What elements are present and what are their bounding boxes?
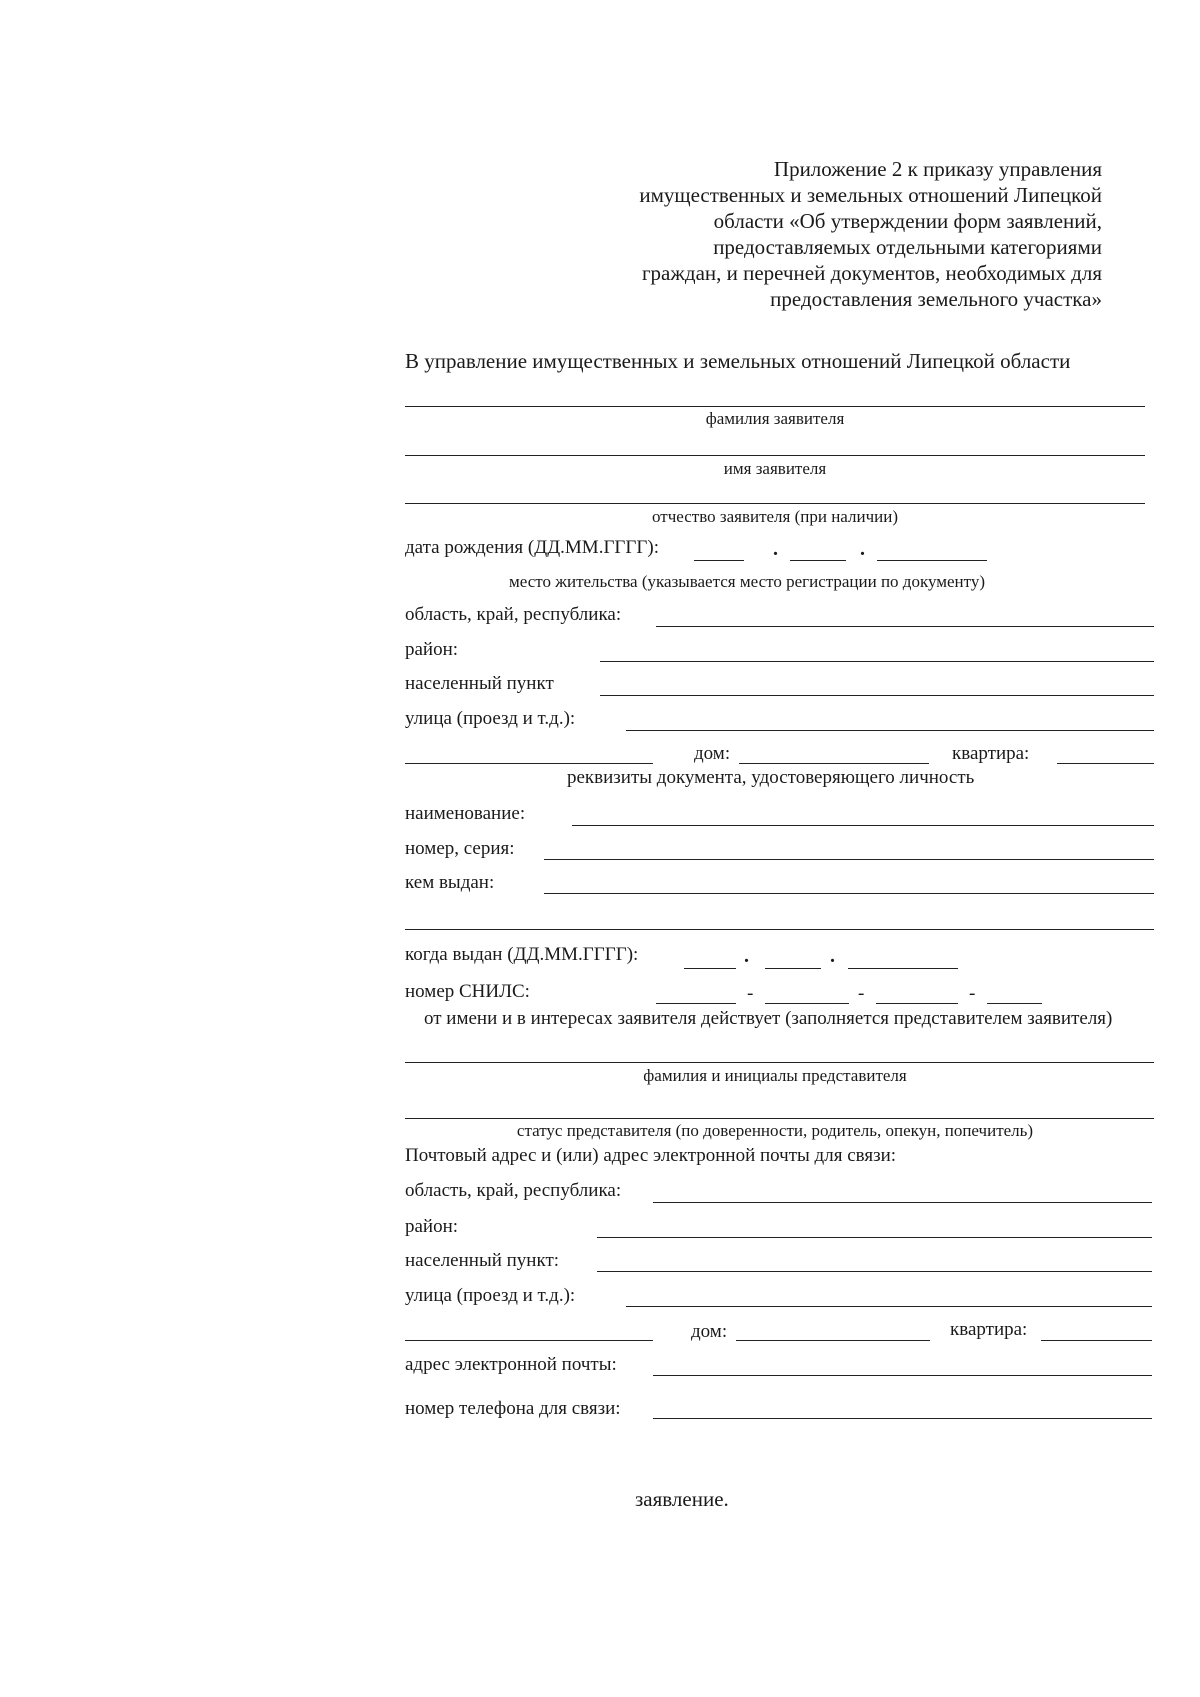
birth-day-field[interactable] bbox=[694, 560, 744, 561]
email-label: адрес электронной почты: bbox=[405, 1354, 617, 1375]
birth-month-field[interactable] bbox=[790, 560, 846, 561]
name-field[interactable] bbox=[405, 455, 1145, 456]
residence-district-label: район: bbox=[405, 639, 459, 660]
snils-separator: - bbox=[858, 983, 865, 1004]
identity-doc-heading: реквизиты документа, удостоверяющего личность bbox=[567, 767, 975, 788]
representative-status-field[interactable] bbox=[405, 1118, 1154, 1119]
appendix-line: граждан, и перечней документов, необходимых для bbox=[641, 261, 1102, 285]
residence-heading: место жительства (указывается место регистрации по документу) bbox=[509, 572, 986, 591]
appendix-line: Приложение 2 к приказу управления bbox=[773, 157, 1102, 181]
surname-caption: фамилия заявителя bbox=[705, 409, 845, 428]
snils-label: номер СНИЛС: bbox=[405, 981, 530, 1002]
birth-date-label: дата рождения (ДД.ММ.ГГГГ): bbox=[405, 537, 659, 558]
email-field[interactable] bbox=[653, 1375, 1152, 1376]
id-doc-name-label: наименование: bbox=[405, 803, 526, 824]
contact-region-label: область, край, республика: bbox=[405, 1180, 622, 1201]
representative-status-caption: статус представителя (по доверенности, родитель, опекун, попечитель) bbox=[516, 1121, 1034, 1140]
contact-region-field[interactable] bbox=[653, 1202, 1152, 1203]
appendix-line: области «Об утверждении форм заявлений, bbox=[713, 209, 1102, 233]
date-separator: . bbox=[773, 538, 778, 560]
id-doc-issued-by-label: кем выдан: bbox=[405, 872, 495, 893]
snils-part-3-field[interactable] bbox=[876, 1003, 958, 1004]
representative-name-caption: фамилия и инициалы представителя bbox=[643, 1066, 907, 1085]
residence-street-field[interactable] bbox=[626, 730, 1154, 731]
id-doc-number-label: номер, серия: bbox=[405, 838, 515, 859]
representative-heading: от имени и в интересах заявителя действует (заполняется представителем заявителя) bbox=[424, 1008, 1113, 1029]
issue-year-field[interactable] bbox=[848, 968, 958, 969]
appendix-line: предоставляемых отдельными категориями bbox=[713, 235, 1102, 259]
residence-street-label: улица (проезд и т.д.): bbox=[405, 708, 576, 729]
residence-street-extra-field[interactable] bbox=[405, 763, 653, 764]
name-caption: имя заявителя bbox=[723, 459, 827, 478]
residence-apartment-label: квартира: bbox=[952, 743, 1030, 764]
id-doc-issued-by-field[interactable] bbox=[544, 893, 1154, 894]
issue-day-field[interactable] bbox=[684, 968, 736, 969]
appendix-line: имущественных и земельных отношений Липецкой bbox=[639, 183, 1102, 207]
id-doc-number-field[interactable] bbox=[544, 859, 1154, 860]
contact-street-field[interactable] bbox=[626, 1306, 1152, 1307]
phone-label: номер телефона для связи: bbox=[405, 1398, 621, 1419]
contact-house-field[interactable] bbox=[736, 1340, 930, 1341]
contact-locality-field[interactable] bbox=[597, 1271, 1152, 1272]
id-doc-issued-by-field-2[interactable] bbox=[405, 929, 1154, 930]
snils-part-2-field[interactable] bbox=[765, 1003, 849, 1004]
statement-title: заявление. bbox=[635, 1487, 729, 1511]
snils-separator: - bbox=[969, 983, 976, 1004]
appendix-header bbox=[639, 156, 1102, 312]
contact-heading: Почтовый адрес и (или) адрес электронной почты для связи: bbox=[405, 1145, 897, 1166]
contact-district-field[interactable] bbox=[597, 1237, 1152, 1238]
addressee: В управление имущественных и земельных отношений Липецкой области bbox=[405, 349, 1071, 373]
residence-district-field[interactable] bbox=[600, 661, 1154, 662]
phone-field[interactable] bbox=[653, 1418, 1152, 1419]
patronymic-field[interactable] bbox=[405, 503, 1145, 504]
contact-district-label: район: bbox=[405, 1216, 459, 1237]
contact-house-label: дом: bbox=[691, 1321, 728, 1342]
residence-house-field[interactable] bbox=[739, 763, 929, 764]
residence-region-label: область, край, республика: bbox=[405, 604, 622, 625]
date-separator: . bbox=[744, 945, 749, 967]
contact-apartment-label: квартира: bbox=[950, 1319, 1028, 1340]
contact-street-extra-field[interactable] bbox=[405, 1340, 653, 1341]
patronymic-caption: отчество заявителя (при наличии) bbox=[652, 507, 898, 526]
contact-street-label: улица (проезд и т.д.): bbox=[405, 1285, 576, 1306]
snils-separator: - bbox=[747, 983, 754, 1004]
snils-part-1-field[interactable] bbox=[656, 1003, 736, 1004]
surname-field[interactable] bbox=[405, 406, 1145, 407]
contact-apartment-field[interactable] bbox=[1041, 1340, 1152, 1341]
id-doc-issue-date-label: когда выдан (ДД.ММ.ГГГГ): bbox=[405, 944, 639, 965]
residence-house-label: дом: bbox=[694, 743, 731, 764]
residence-locality-field[interactable] bbox=[600, 695, 1154, 696]
date-separator: . bbox=[860, 538, 865, 560]
appendix-line: предоставления земельного участка» bbox=[770, 287, 1102, 311]
representative-name-field[interactable] bbox=[405, 1062, 1154, 1063]
residence-apartment-field[interactable] bbox=[1057, 763, 1154, 764]
issue-month-field[interactable] bbox=[765, 968, 821, 969]
contact-locality-label: населенный пункт: bbox=[405, 1250, 560, 1271]
birth-year-field[interactable] bbox=[877, 560, 987, 561]
date-separator: . bbox=[830, 945, 835, 967]
residence-region-field[interactable] bbox=[656, 626, 1154, 627]
snils-part-4-field[interactable] bbox=[987, 1003, 1042, 1004]
id-doc-name-field[interactable] bbox=[572, 825, 1154, 826]
residence-locality-label: населенный пункт bbox=[405, 673, 554, 694]
